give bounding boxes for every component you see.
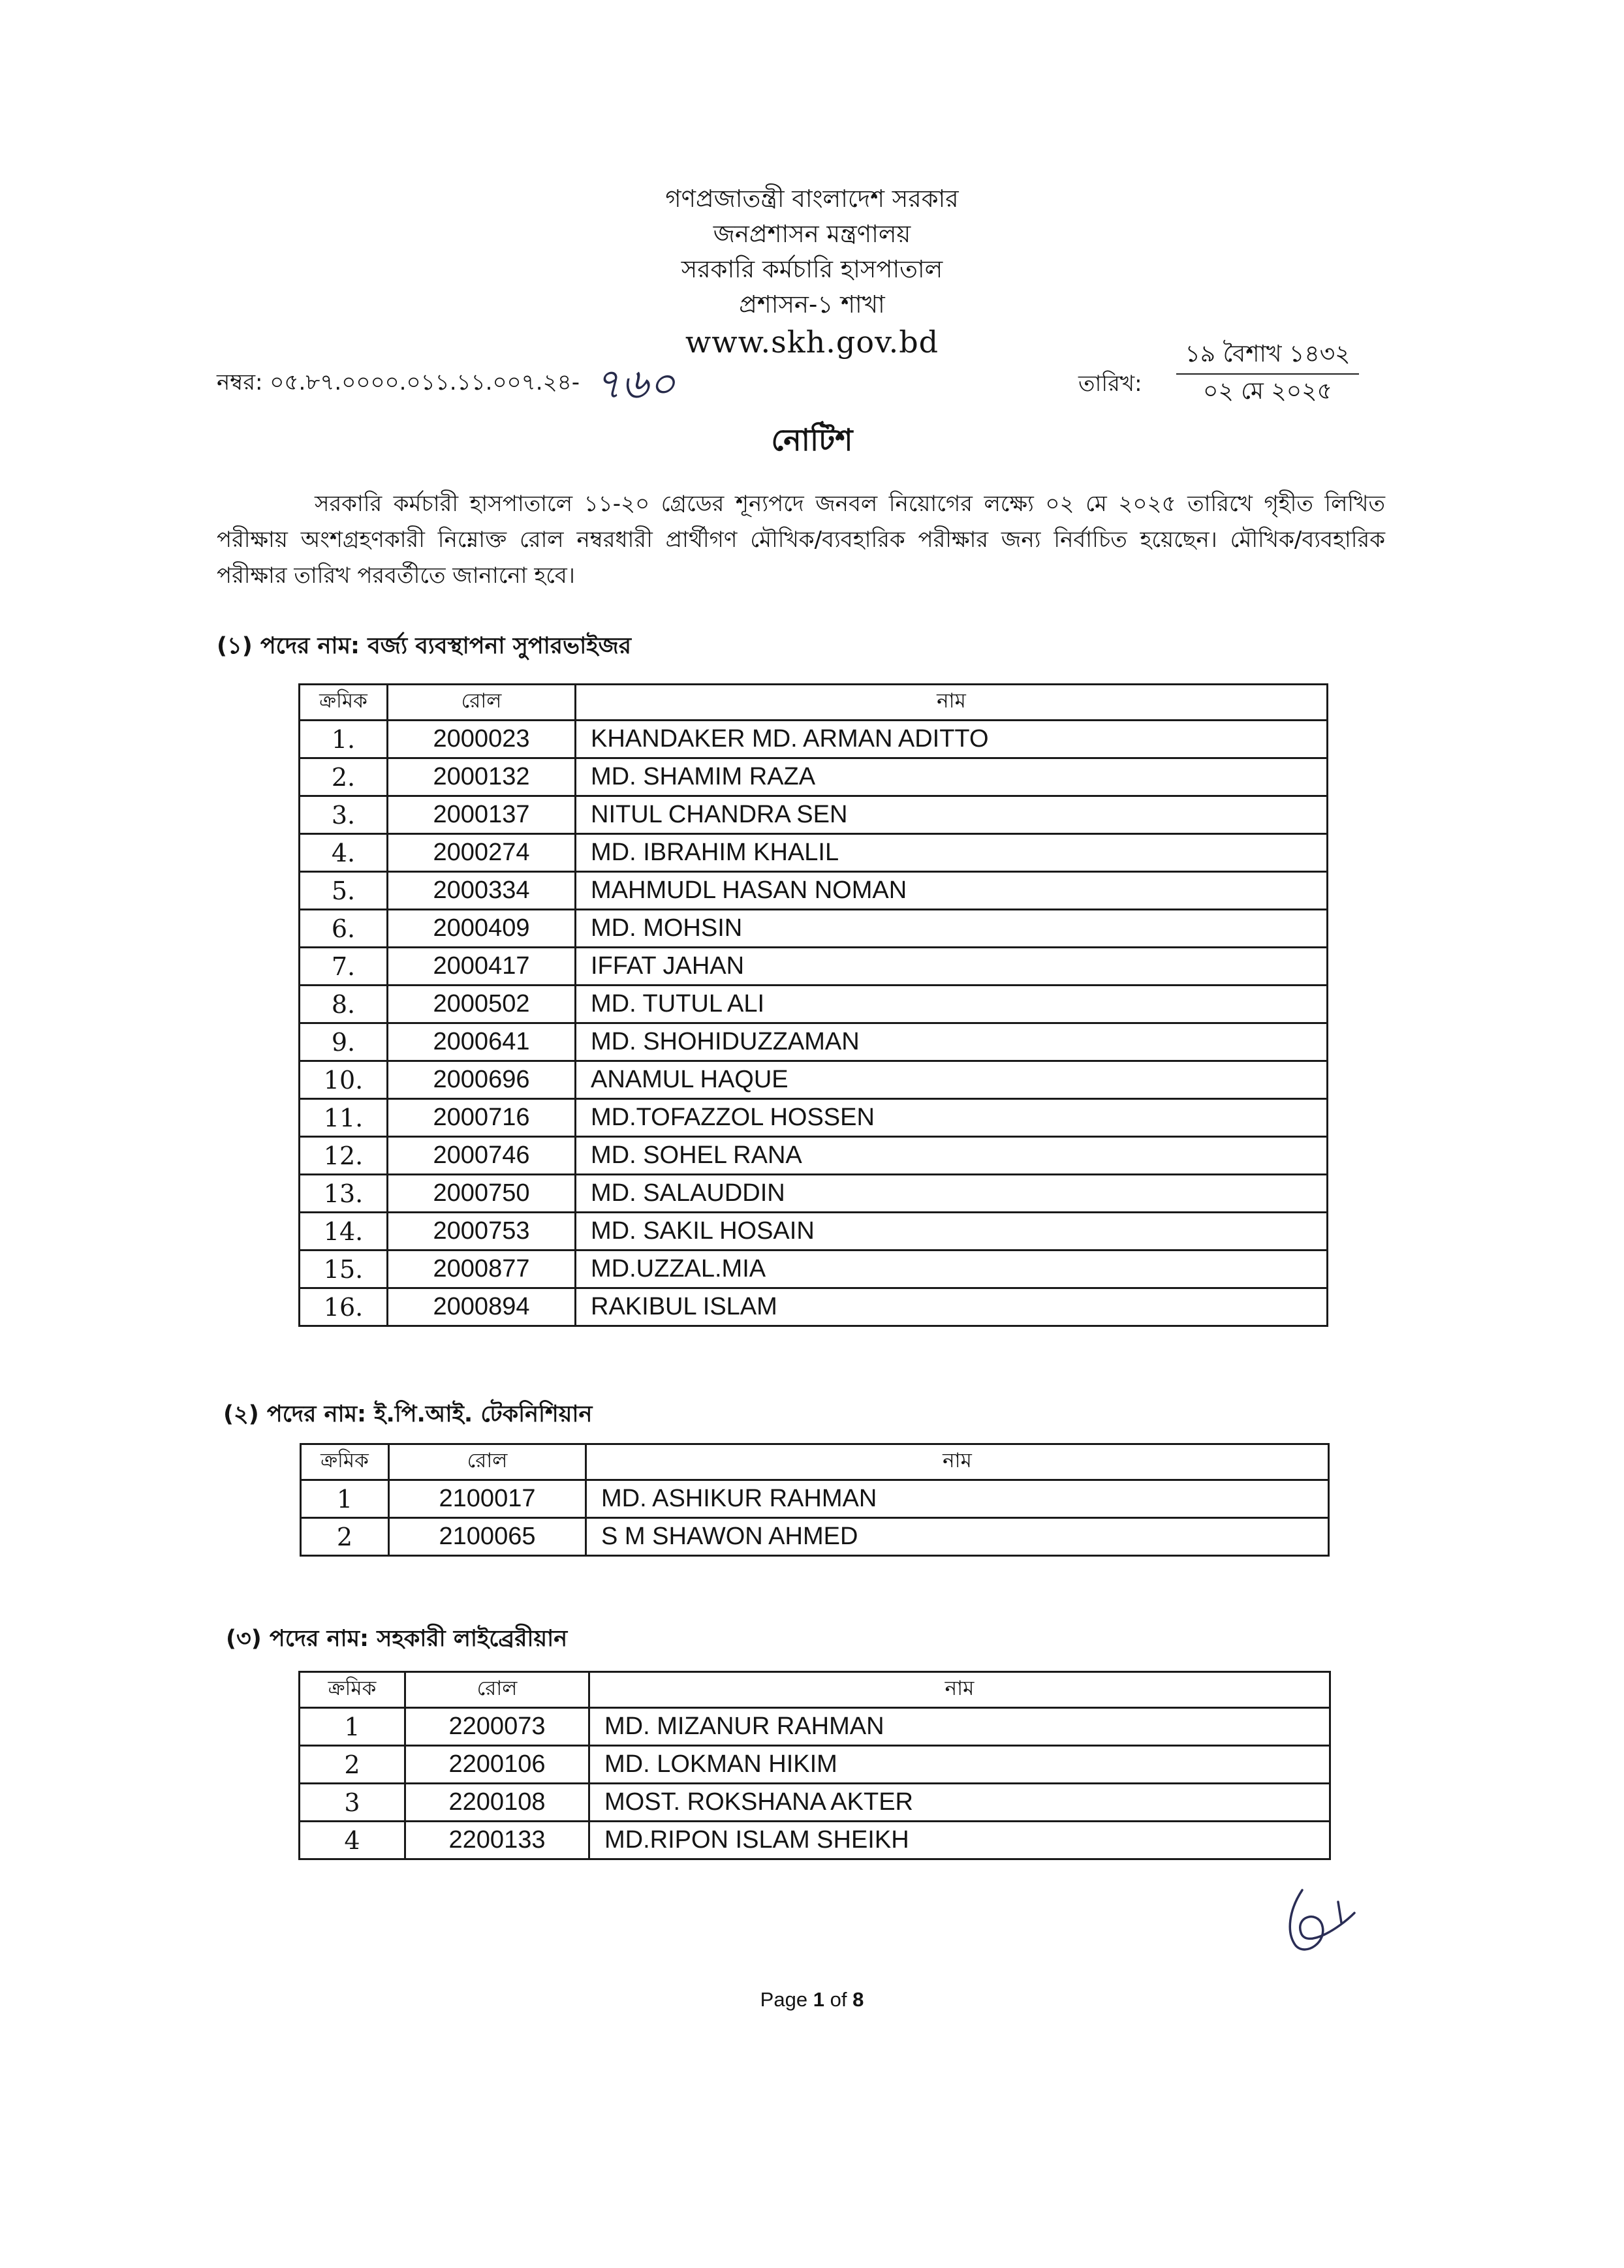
memo-number: নম্বর: ০৫.৮৭.০০০০.০১১.১১.০০৭.২৪- [217, 369, 580, 396]
roll-cell: 2000894 [388, 1288, 576, 1326]
table-row [300, 796, 1328, 834]
ministry-title: জনপ্রশাসন মন্ত্রণালয় [713, 220, 911, 248]
column-header-name: নাম [576, 685, 1328, 721]
serial-cell: 1 [300, 1708, 405, 1746]
hospital-title: সরকারি কর্মচারি হাসপাতাল [681, 255, 943, 283]
roll-cell: 2000750 [388, 1175, 576, 1213]
page-word: Page [760, 1988, 808, 2011]
column-header-name: নাম [586, 1444, 1329, 1480]
date-bangla: ১৯ বৈশাখ ১৪৩২ [1176, 338, 1359, 375]
column-header-roll: রোল [389, 1444, 586, 1480]
table-row [301, 1480, 1329, 1518]
table-row [300, 1175, 1328, 1213]
table-row [300, 1288, 1328, 1326]
roll-cell: 2000502 [388, 986, 576, 1023]
column-header-serial: ক্রমিক [301, 1444, 389, 1480]
name-cell: MD. SAKIL HOSAIN [576, 1213, 1328, 1251]
name-cell: MD. SHOHIDUZZAMAN [576, 1023, 1328, 1061]
table-row [300, 910, 1328, 948]
serial-cell: 3 [300, 1784, 405, 1822]
page-footer [0, 1988, 1624, 2012]
roll-cell: 2200073 [405, 1708, 589, 1746]
table-row [300, 1023, 1328, 1061]
notice-paragraph: সরকারি কর্মচারী হাসপাতালে ১১-২০ গ্রেডের শূন্যপদে জনবল নিয়োগের লক্ষ্যে ০২ মে ২০২৫ তারিখে গৃহীত লিখিত পরীক্ষায় অংশগ্রহণকারী নিম্নোক্ত রোল নম্বরধারী প্রার্থীগণ মৌখিক/ব্যবহারিক পরীক্ষার জন্য নির্বাচিত হয়েছেন। মৌখিক/ব্যবহারিক পরীক্ষার তারিখ পরবর্তীতে জানানো হবে। [217, 491, 1385, 589]
roll-cell: 2000023 [388, 721, 576, 758]
serial-cell: 9. [300, 1023, 388, 1061]
column-header-serial: ক্রমিক [300, 685, 388, 721]
of-word: of [830, 1988, 847, 2011]
name-cell: MD.TOFAZZOL HOSSEN [576, 1099, 1328, 1137]
current-page: 1 [813, 1988, 824, 2011]
table-row [300, 1251, 1328, 1288]
roll-cell: 2000334 [388, 872, 576, 910]
notice-title: নোটিশ [771, 422, 853, 458]
name-cell: MD. MOHSIN [576, 910, 1328, 948]
table-row [300, 1213, 1328, 1251]
roll-cell: 2000877 [388, 1251, 576, 1288]
website-link[interactable]: www.skh.gov.bd [685, 324, 939, 360]
name-cell: MD. SOHEL RANA [576, 1137, 1328, 1175]
table-row [300, 1784, 1330, 1822]
table-row [300, 721, 1328, 758]
name-cell: MD. LOKMAN HIKIM [589, 1746, 1330, 1784]
serial-cell: 11. [300, 1099, 388, 1137]
serial-cell: 13. [300, 1175, 388, 1213]
table-row [300, 1822, 1330, 1859]
date-gregorian: ০২ মে ২০২৫ [1203, 378, 1332, 405]
name-cell: MAHMUDL HASAN NOMAN [576, 872, 1328, 910]
serial-cell: 15. [300, 1251, 388, 1288]
name-cell: RAKIBUL ISLAM [576, 1288, 1328, 1326]
column-header-roll: রোল [388, 685, 576, 721]
candidates-table-2 [300, 1443, 1330, 1557]
name-cell: IFFAT JAHAN [576, 948, 1328, 986]
name-cell: MD. SALAUDDIN [576, 1175, 1328, 1213]
roll-cell: 2200106 [405, 1746, 589, 1784]
roll-cell: 2100017 [389, 1480, 586, 1518]
name-cell: MD. SHAMIM RAZA [576, 758, 1328, 796]
table-row [300, 1061, 1328, 1099]
table-header-row [300, 1672, 1330, 1708]
section-title-3: (৩) পদের নাম: সহকারী লাইব্রেরীয়ান [226, 1626, 568, 1652]
table-row [300, 834, 1328, 872]
serial-cell: 14. [300, 1213, 388, 1251]
name-cell: MD.RIPON ISLAM SHEIKH [589, 1822, 1330, 1859]
roll-cell: 2000641 [388, 1023, 576, 1061]
serial-cell: 2 [300, 1746, 405, 1784]
serial-cell: 10. [300, 1061, 388, 1099]
letterhead [0, 181, 1624, 322]
name-cell: S M SHAWON AHMED [586, 1518, 1329, 1556]
name-cell: MD. ASHIKUR RAHMAN [586, 1480, 1329, 1518]
roll-cell: 2000746 [388, 1137, 576, 1175]
column-header-serial: ক্রমিক [300, 1672, 405, 1708]
branch-title: প্রশাসন-১ শাখা [739, 290, 885, 318]
serial-cell: 2 [301, 1518, 389, 1556]
section-title-1: (১) পদের নাম: বর্জ্য ব্যবস্থাপনা সুপারভাইজর [217, 633, 632, 659]
column-header-roll: রোল [405, 1672, 589, 1708]
roll-cell: 2000716 [388, 1099, 576, 1137]
candidates-table-1 [298, 683, 1328, 1327]
candidates-table-3 [298, 1671, 1331, 1860]
roll-cell: 2000696 [388, 1061, 576, 1099]
name-cell: MD. IBRAHIM KHALIL [576, 834, 1328, 872]
roll-cell: 2000137 [388, 796, 576, 834]
section-title-2: (২) পদের নাম: ই.পি.আই. টেকনিশিয়ান [223, 1401, 593, 1427]
date-block [1176, 338, 1359, 409]
name-cell: NITUL CHANDRA SEN [576, 796, 1328, 834]
serial-cell: 12. [300, 1137, 388, 1175]
table-row [300, 1708, 1330, 1746]
name-cell: MD. TUTUL ALI [576, 986, 1328, 1023]
table-header-row [300, 685, 1328, 721]
serial-cell: 1 [301, 1480, 389, 1518]
roll-cell: 2200108 [405, 1784, 589, 1822]
serial-cell: 5. [300, 872, 388, 910]
serial-cell: 4 [300, 1822, 405, 1859]
table-row [301, 1518, 1329, 1556]
roll-cell: 2000409 [388, 910, 576, 948]
serial-cell: 8. [300, 986, 388, 1023]
table-row [300, 986, 1328, 1023]
table-row [300, 1099, 1328, 1137]
name-cell: MD.UZZAL.MIA [576, 1251, 1328, 1288]
serial-cell: 1. [300, 721, 388, 758]
table-row [300, 948, 1328, 986]
serial-cell: 16. [300, 1288, 388, 1326]
roll-cell: 2200133 [405, 1822, 589, 1859]
total-pages: 8 [852, 1988, 864, 2011]
serial-cell: 6. [300, 910, 388, 948]
roll-cell: 2100065 [389, 1518, 586, 1556]
gov-title: গণপ্রজাতন্ত্রী বাংলাদেশ সরকার [665, 185, 959, 213]
roll-cell: 2000274 [388, 834, 576, 872]
date-label: তারিখ: [1078, 371, 1142, 397]
serial-cell: 4. [300, 834, 388, 872]
table-header-row [301, 1444, 1329, 1480]
roll-cell: 2000753 [388, 1213, 576, 1251]
roll-cell: 2000132 [388, 758, 576, 796]
name-cell: MD. MIZANUR RAHMAN [589, 1708, 1330, 1746]
table-row [300, 758, 1328, 796]
column-header-name: নাম [589, 1672, 1330, 1708]
name-cell: MOST. ROKSHANA AKTER [589, 1784, 1330, 1822]
signature-mark [1276, 1884, 1367, 1962]
table-row [300, 1137, 1328, 1175]
name-cell: KHANDAKER MD. ARMAN ADITTO [576, 721, 1328, 758]
table-row [300, 872, 1328, 910]
serial-cell: 3. [300, 796, 388, 834]
serial-cell: 2. [300, 758, 388, 796]
serial-cell: 7. [300, 948, 388, 986]
roll-cell: 2000417 [388, 948, 576, 986]
name-cell: ANAMUL HAQUE [576, 1061, 1328, 1099]
handwritten-memo-number: ৭৬০ [594, 360, 676, 409]
table-row [300, 1746, 1330, 1784]
